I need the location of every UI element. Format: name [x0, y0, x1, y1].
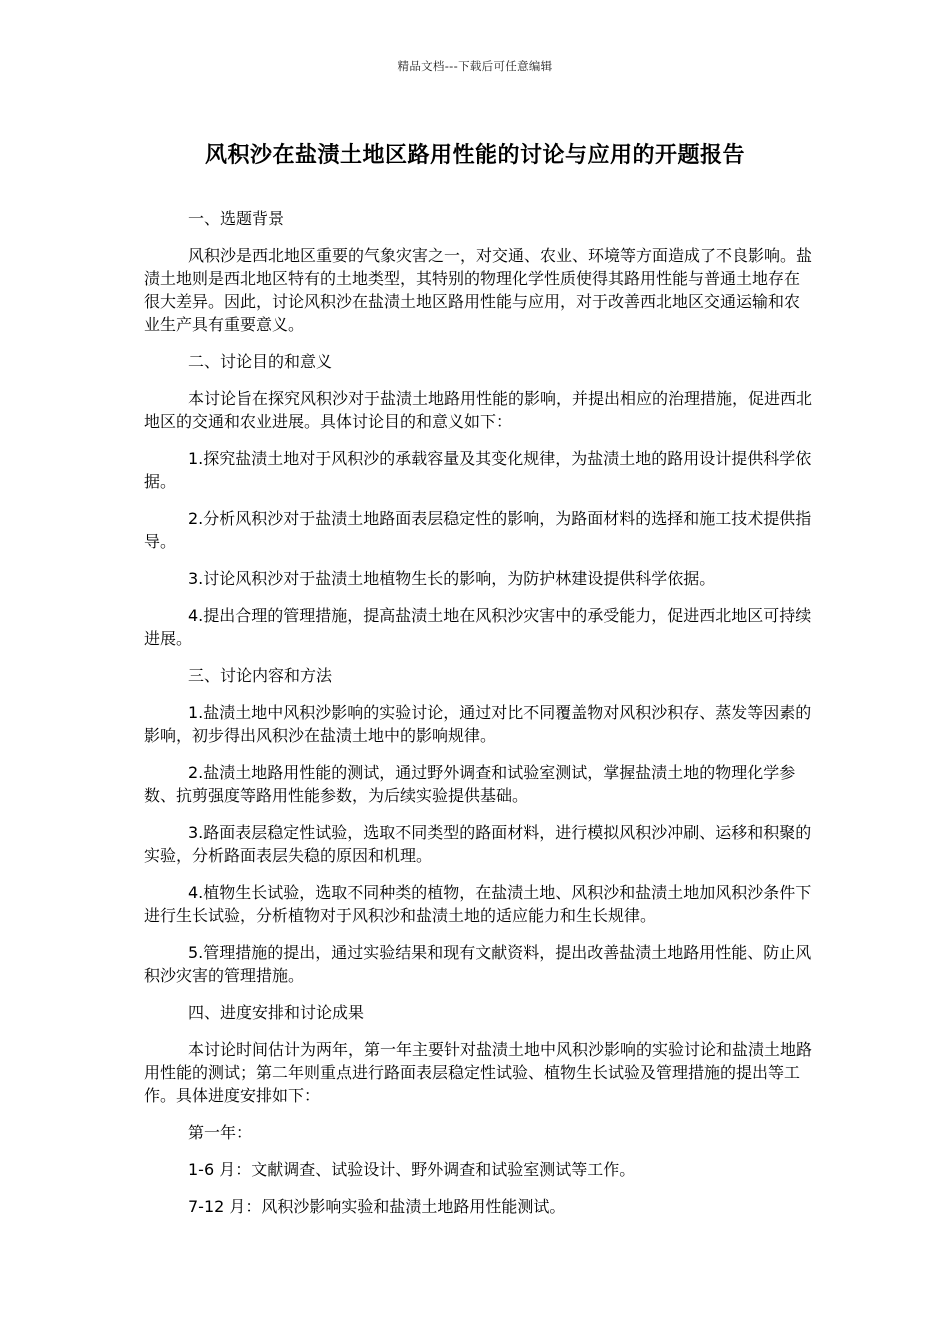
purpose-item-3: 3.讨论风积沙对于盐渍土地植物生长的影响，为防护林建设提供科学依据。	[188, 569, 716, 588]
document-body	[144, 207, 814, 1232]
purpose-item-1: 1.探究盐渍土地对于风积沙的承载容量及其变化规律，为盐渍土地的路用设计提供科学依据。	[144, 449, 812, 491]
page-header: 精品文档---下载后可任意编辑	[397, 59, 553, 73]
schedule-item-months-7-12: 7-12 月：风积沙影响实验和盐渍土地路用性能测试。	[188, 1197, 566, 1216]
purpose-item-4: 4.提出合理的管理措施，提高盐渍土地在风积沙灾害中的承受能力，促进西北地区可持续进展。	[144, 606, 812, 648]
method-item-1: 1.盐渍土地中风积沙影响的实验讨论，通过对比不同覆盖物对风积沙积存、蒸发等因素的影响，初步得出风积沙在盐渍土地中的影响规律。	[144, 703, 812, 745]
method-item-3: 3.路面表层稳定性试验，选取不同类型的路面材料，进行模拟风积沙冲刷、运移和积聚的实验，分析路面表层失稳的原因和机理。	[144, 823, 812, 865]
paragraph-schedule: 本讨论时间估计为两年，第一年主要针对盐渍土地中风积沙影响的实验讨论和盐渍土地路用性能的测试；第二年则重点进行路面表层稳定性试验、植物生长试验及管理措施的提出等工作。具体进度安排如下：	[144, 1040, 813, 1105]
paragraph-background: 风积沙是西北地区重要的气象灾害之一，对交通、农业、环境等方面造成了不良影响。盐渍土地则是西北地区特有的土地类型，其特别的物理化学性质使得其路用性能与普通土地存在很大差异。因此，讨论风积沙在盐渍土地区路用性能与应用，对于改善西北地区交通运输和农业生产具有重要意义。	[144, 246, 813, 334]
schedule-item-months-1-6: 1-6 月：文献调查、试验设计、野外调查和试验室测试等工作。	[188, 1160, 636, 1179]
method-item-2: 2.盐渍土地路用性能的测试，通过野外调查和试验室测试，掌握盐渍土地的物理化学参数、抗剪强度等路用性能参数，为后续实验提供基础。	[144, 763, 796, 805]
schedule-year-1: 第一年：	[188, 1123, 253, 1142]
section-heading-methods: 三、讨论内容和方法	[188, 666, 333, 685]
purpose-item-2: 2.分析风积沙对于盐渍土地路面表层稳定性的影响，为路面材料的选择和施工技术提供指导。	[144, 509, 812, 551]
method-item-5: 5.管理措施的提出，通过实验结果和现有文献资料，提出改善盐渍土地路用性能、防止风积沙灾害的管理措施。	[144, 943, 812, 985]
document-title: 风积沙在盐渍土地区路用性能的讨论与应用的开题报告	[204, 143, 745, 168]
section-heading-schedule: 四、进度安排和讨论成果	[188, 1003, 365, 1022]
paragraph-purpose-intro: 本讨论旨在探究风积沙对于盐渍土地路用性能的影响，并提出相应的治理措施，促进西北地区的交通和农业进展。具体讨论目的和意义如下：	[144, 389, 813, 431]
section-heading-purpose: 二、讨论目的和意义	[188, 352, 333, 371]
section-heading-background: 一、选题背景	[188, 209, 285, 228]
method-item-4: 4.植物生长试验，选取不同种类的植物，在盐渍土地、风积沙和盐渍土地加风积沙条件下进行生长试验，分析植物对于风积沙和盐渍土地的适应能力和生长规律。	[144, 883, 812, 925]
